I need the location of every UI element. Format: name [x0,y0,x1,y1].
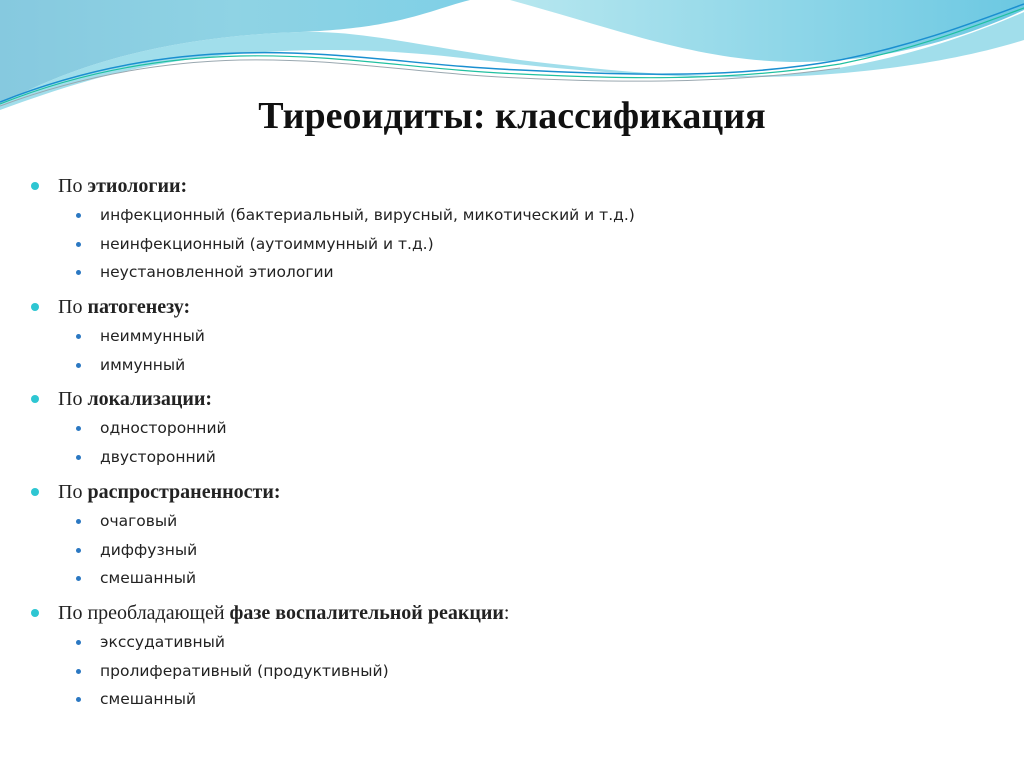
bullet-icon [76,576,81,581]
list-item-text: очаговый [100,511,178,530]
bullet-icon [31,395,39,403]
bullet-icon [76,363,81,368]
list-item-text: неустановленной этиологии [100,263,334,282]
list-item-text: смешанный [100,569,197,588]
bullet-icon [76,548,81,553]
bullet-icon [76,426,81,431]
section-prefix: По [58,296,88,319]
list-item-text: экссудативный [100,632,225,651]
list-item-text: смешанный [100,690,197,709]
list-item [0,230,1000,259]
list-item [0,443,1000,472]
section-suffix: : [503,601,510,624]
section-heading [0,171,1000,201]
list-item-text: диффузный [100,540,198,559]
section-prefix: По [58,480,88,503]
section-heading [0,292,1000,322]
list-item-text: двусторонний [100,448,216,467]
section-criterion: локализации: [87,388,213,411]
list-item-text: неиммунный [100,327,205,346]
section-criterion: фазе воспалительной реакции [229,601,504,624]
bullet-icon [76,455,81,460]
bullet-icon [31,609,39,617]
list-item [0,351,1000,380]
bullet-icon [76,519,81,524]
section-heading [0,598,1000,628]
slide-title: Тиреоидиты: классификация [258,95,766,137]
bullet-icon [76,334,81,339]
section-criterion: патогенезу: [87,296,191,319]
bullet-icon [76,640,81,645]
list-item [0,258,1000,287]
bullet-icon [76,270,81,275]
bullet-icon [76,669,81,674]
section-heading [0,477,1000,507]
section-criterion: этиологии: [87,175,188,197]
bullet-icon [31,303,39,311]
list-item-text: неинфекционный (аутоиммунный и т.д.) [100,234,434,253]
list-item-text: иммунный [100,355,186,374]
list-item-text: односторонний [100,419,227,438]
list-item [0,536,1000,565]
section-heading [0,384,1000,414]
list-item [0,564,1000,593]
list-item [0,657,1000,686]
section-prefix: По преобладающей [58,601,230,624]
list-item [0,685,1000,714]
list-item-text: инфекционный (бактериальный, вирусный, микотический и т.д.) [100,206,635,224]
list-item-text: пролиферативный (продуктивный) [100,661,389,680]
section-criterion: распространенности: [87,480,281,503]
list-item [0,628,1000,657]
section-prefix: По [58,175,88,197]
bullet-icon [76,213,81,218]
bullet-icon [31,182,39,190]
list-item [0,322,1000,351]
list-item [0,201,1000,230]
bullet-icon [31,488,39,496]
bullet-icon [76,697,81,702]
classification-list [0,171,1000,714]
list-item [0,507,1000,536]
list-item [0,414,1000,443]
section-prefix: По [58,388,88,411]
bullet-icon [76,242,81,247]
